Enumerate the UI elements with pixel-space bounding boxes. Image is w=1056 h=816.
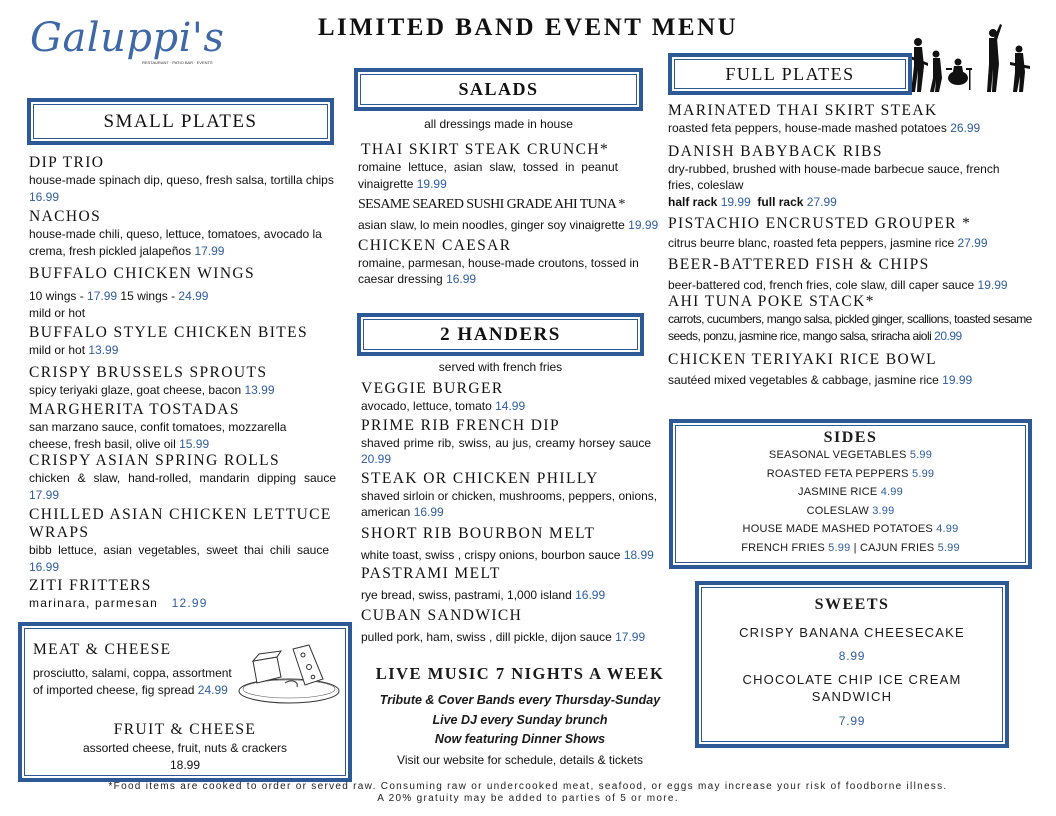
sweet-item-name: CHOCOLATE CHIP ICE CREAM SANDWICH bbox=[742, 672, 962, 704]
item-description: roasted feta peppers, house-made mashed potatoes 26.99 bbox=[668, 121, 981, 135]
item-name: STEAK OR CHICKEN PHILLY bbox=[361, 469, 599, 487]
item-name: ZITI FRITTERS bbox=[29, 577, 152, 594]
full-plates-heading: FULL PLATES bbox=[674, 59, 906, 89]
logo-wordmark: Galuppi's bbox=[30, 15, 225, 61]
item-description: romaine, parmesan, house-made croutons, tossed in caesar dressing 16.99 bbox=[358, 255, 639, 286]
item-description: san marzano sauce, confit tomatoes, mozzarella cheese, fresh basil, olive oil 15.99 bbox=[29, 420, 287, 451]
menu-item bbox=[29, 324, 341, 359]
item-name: SHORT RIB BOURBON MELT bbox=[361, 524, 596, 542]
item-name: CUBAN SANDWICH bbox=[361, 606, 523, 624]
item-description: house-made chili, queso, lettuce, tomatoes, avocado la crema, fresh pickled jalapeños 17.99 bbox=[29, 227, 322, 258]
item-name: MEAT & CHEESE bbox=[33, 641, 172, 658]
item-name: CHICKEN CAESAR bbox=[358, 236, 512, 254]
menu-item bbox=[29, 577, 341, 612]
food-safety-notice: *Food items are cooked to order or served raw. Consuming raw or undercooked meat, seafood, or eggs may increase your risk of foodborne illness. bbox=[108, 781, 948, 792]
item-price: 17.99 bbox=[87, 289, 118, 303]
menu-item bbox=[29, 265, 341, 321]
item-name: THAI SKIRT STEAK CRUNCH* bbox=[361, 141, 610, 158]
item-description: beer-battered cod, french fries, cole slaw, dill caper sauce 19.99 bbox=[668, 277, 1008, 292]
full-plates-header bbox=[668, 53, 912, 95]
item-description: carrots, cucumbers, mango salsa, pickled ginger, scallions, toasted sesame seeds, ponzu, jasmine rice, mango salsa, sriracha aioli 20.99 bbox=[668, 312, 1032, 343]
item-description: bibb lettuce, asian vegetables, sweet thai chili sauce 16.99 bbox=[29, 543, 329, 574]
item-name: CHICKEN TERIYAKI RICE BOWL bbox=[668, 351, 938, 368]
item-description: assorted cheese, fruit, nuts & crackers bbox=[82, 741, 288, 755]
item-price: 16.99 bbox=[575, 588, 606, 602]
menu-item bbox=[668, 351, 1046, 389]
item-price: 20.99 bbox=[361, 452, 392, 466]
menu-item bbox=[29, 401, 341, 452]
menu-item bbox=[361, 565, 661, 604]
item-price: 8.99 bbox=[838, 649, 866, 663]
item-name: NACHOS bbox=[29, 208, 102, 225]
item-description: white toast, swiss , crispy onions, bourbon sauce 18.99 bbox=[361, 547, 654, 562]
item-name: BUFFALO STYLE CHICKEN BITES bbox=[29, 324, 309, 341]
item-name: PASTRAMI MELT bbox=[361, 565, 501, 582]
live-music-title: LIVE MUSIC 7 NIGHTS A WEEK bbox=[375, 664, 665, 683]
two-handers-note: served with french fries bbox=[438, 360, 563, 374]
item-price: 24.99 bbox=[197, 682, 228, 697]
logo-tagline: RESTAURANT · PATIO BAR · EVENTS bbox=[142, 60, 213, 65]
menu-item bbox=[29, 506, 341, 575]
item-description: asian slaw, lo mein noodles, ginger soy vinaigrette 19.99 bbox=[358, 218, 659, 232]
item-description: 10 wings - 17.99 15 wings - 24.99 mild or hot bbox=[29, 289, 209, 320]
salads-list bbox=[358, 141, 661, 288]
item-price: 17.99 bbox=[194, 243, 225, 258]
item-name: CRISPY ASIAN SPRING ROLLS bbox=[29, 452, 281, 469]
item-description: romaine lettuce, asian slaw, tossed in peanut vinaigrette 19.99 bbox=[358, 160, 618, 191]
side-item: FRENCH FRIES 5.99 | CAJUN FRIES 5.99 bbox=[741, 541, 960, 554]
menu-item bbox=[668, 102, 1046, 137]
cheese-board-icon bbox=[237, 639, 341, 707]
two-handers-list bbox=[361, 380, 661, 645]
live-music-line: Tribute & Cover Bands every Thursday-Sunday bbox=[379, 693, 661, 707]
menu-item bbox=[668, 293, 1046, 344]
sides-box bbox=[669, 419, 1032, 569]
item-description: pulled pork, ham, swiss , dill pickle, dijon sauce 17.99 bbox=[361, 629, 646, 644]
menu-item bbox=[358, 197, 661, 234]
item-description: spicy teriyaki glaze, goat cheese, bacon 13.99 bbox=[29, 382, 275, 397]
band-silhouette-icon bbox=[906, 22, 1034, 94]
item-price: 19.99 bbox=[977, 277, 1008, 292]
item-name: VEGGIE BURGER bbox=[361, 380, 504, 397]
item-price: 4.99 bbox=[936, 523, 959, 535]
menu-item bbox=[29, 154, 341, 205]
item-price: 26.99 bbox=[950, 121, 981, 135]
menu-item bbox=[29, 452, 341, 503]
item-price: 16.99 bbox=[446, 272, 477, 286]
item-name: FRUIT & CHEESE bbox=[113, 721, 257, 738]
item-name: BEER-BATTERED FISH & CHIPS bbox=[668, 255, 930, 273]
item-price: 18.99 bbox=[169, 758, 201, 772]
side-item: HOUSE MADE MASHED POTATOES 4.99 bbox=[742, 523, 959, 535]
item-price: 19.99 bbox=[416, 176, 447, 191]
menu-item bbox=[358, 141, 661, 192]
item-description: citrus beurre blanc, roasted feta peppers, jasmine rice 27.99 bbox=[668, 236, 988, 250]
side-item: SEASONAL VEGETABLES 5.99 bbox=[768, 449, 933, 461]
item-price: 19.99 bbox=[628, 218, 659, 232]
item-description: shaved prime rib, swiss, au jus, creamy horsey sauce 20.99 bbox=[361, 435, 651, 466]
item-price: 16.99 bbox=[29, 189, 60, 204]
item-price: 5.99 bbox=[909, 449, 933, 461]
menu-item bbox=[361, 470, 661, 521]
sweets-heading: SWEETS bbox=[814, 596, 890, 613]
website-note: Visit our website for schedule, details & tickets bbox=[397, 752, 643, 767]
sides-heading: SIDES bbox=[823, 429, 878, 446]
item-name: MARGHERITA TOSTADAS bbox=[29, 401, 240, 418]
item-price: 5.99 bbox=[937, 541, 960, 554]
salads-heading: SALADS bbox=[360, 74, 637, 105]
menu-item bbox=[668, 256, 1046, 294]
salads-header bbox=[354, 68, 643, 111]
live-music-block bbox=[362, 664, 678, 770]
item-options: half rack 19.99 full rack 27.99 bbox=[668, 194, 837, 209]
item-description: chicken & slaw, hand-rolled, mandarin dipping sauce 17.99 bbox=[29, 471, 336, 502]
item-price: 18.99 bbox=[623, 547, 654, 562]
two-handers-header bbox=[357, 313, 644, 356]
meat-cheese-box bbox=[18, 622, 352, 782]
item-price: 19.99 bbox=[720, 194, 751, 209]
item-name: BUFFALO CHICKEN WINGS bbox=[29, 265, 256, 282]
salads-note: all dressings made in house bbox=[424, 117, 573, 131]
item-price: 17.99 bbox=[615, 629, 646, 644]
item-price: 27.99 bbox=[957, 236, 988, 250]
menu-item bbox=[668, 215, 1046, 252]
item-price: 16.99 bbox=[29, 559, 60, 574]
item-price: 15.99 bbox=[179, 436, 210, 451]
menu-item bbox=[361, 417, 661, 468]
two-handers-heading: 2 HANDERS bbox=[363, 319, 638, 350]
item-description: marinara, parmesan 12.99 bbox=[29, 596, 208, 610]
item-description: rye bread, swiss, pastrami, 1,000 island 16.99 bbox=[361, 588, 606, 602]
item-description: prosciutto, salami, coppa, assortment of imported cheese, fig spread 24.99 bbox=[33, 666, 232, 697]
side-item: JASMINE RICE 4.99 bbox=[798, 486, 903, 498]
item-name: PISTACHIO ENCRUSTED GROUPER * bbox=[668, 215, 972, 232]
item-description: dry-rubbed, brushed with house-made barbecue sauce, french fries, coleslaw bbox=[668, 161, 1000, 192]
sweets-box bbox=[695, 581, 1009, 748]
item-name: CRISPY BRUSSELS SPROUTS bbox=[29, 363, 268, 381]
item-description: sautéed mixed vegetables & cabbage, jasmine rice 19.99 bbox=[668, 373, 973, 387]
item-price: 13.99 bbox=[244, 382, 275, 397]
menu-item bbox=[29, 208, 341, 259]
item-price: 20.99 bbox=[934, 328, 962, 343]
item-price: 5.99 bbox=[828, 541, 851, 554]
small-plates-list bbox=[29, 154, 341, 612]
gratuity-notice: A 20% gratuity may be added to parties of 5 or more. bbox=[377, 793, 679, 804]
item-description: shaved sirloin or chicken, mushrooms, peppers, onions, american 16.99 bbox=[361, 488, 658, 519]
menu-item bbox=[361, 525, 661, 564]
menu-item bbox=[361, 380, 661, 415]
disclaimer-footer bbox=[0, 781, 1056, 805]
item-price: 7.99 bbox=[838, 714, 866, 728]
item-price: 17.99 bbox=[29, 487, 60, 502]
menu-title: LIMITED BAND EVENT MENU bbox=[317, 14, 739, 41]
item-price: 13.99 bbox=[88, 343, 119, 357]
sweet-item-name: CRISPY BANANA CHEESECAKE bbox=[739, 625, 965, 640]
item-price: 16.99 bbox=[413, 505, 444, 519]
item-name: DIP TRIO bbox=[29, 154, 105, 171]
item-name: DANISH BABYBACK RIBS bbox=[668, 142, 883, 160]
item-name: CHILLED ASIAN CHICKEN LETTUCE WRAPS bbox=[29, 506, 332, 541]
item-name: MARINATED THAI SKIRT STEAK bbox=[668, 102, 938, 119]
item-price: 5.99 bbox=[912, 467, 935, 480]
item-name: SESAME SEARED SUSHI GRADE AHI TUNA * bbox=[358, 197, 625, 212]
menu-item bbox=[358, 237, 661, 288]
side-item: ROASTED FETA PEPPERS 5.99 bbox=[766, 467, 935, 480]
item-description: house-made spinach dip, queso, fresh salsa, tortilla chips 16.99 bbox=[29, 173, 334, 204]
small-plates-heading: SMALL PLATES bbox=[33, 104, 328, 139]
item-price: 27.99 bbox=[806, 194, 837, 209]
item-description: mild or hot 13.99 bbox=[29, 343, 119, 357]
item-name: AHI TUNA POKE STACK* bbox=[668, 293, 875, 310]
item-price: 24.99 bbox=[178, 289, 209, 303]
full-plates-list bbox=[668, 102, 1046, 389]
item-price: 4.99 bbox=[880, 486, 903, 498]
item-description: avocado, lettuce, tomato 14.99 bbox=[361, 399, 526, 413]
live-music-line: Live DJ every Sunday brunch bbox=[432, 712, 608, 727]
menu-item bbox=[668, 143, 1046, 211]
small-plates-header bbox=[27, 98, 334, 145]
item-name: PRIME RIB FRENCH DIP bbox=[361, 416, 560, 434]
menu-item bbox=[361, 607, 661, 646]
side-item: COLESLAW 3.99 bbox=[806, 504, 895, 517]
item-price: 12.99 bbox=[171, 596, 208, 610]
item-price: 19.99 bbox=[942, 373, 973, 387]
menu-item bbox=[29, 364, 341, 399]
item-price: 14.99 bbox=[495, 399, 526, 413]
item-price: 3.99 bbox=[872, 504, 895, 517]
live-music-line: Now featuring Dinner Shows bbox=[434, 732, 606, 746]
